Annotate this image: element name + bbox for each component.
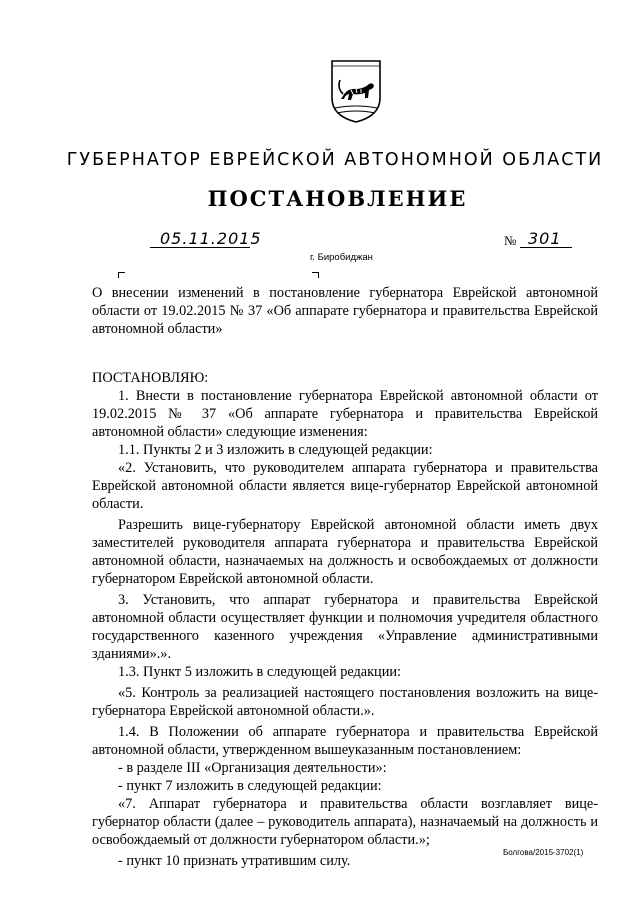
issuing-authority: ГУБЕРНАТОР ЕВРЕЙСКОЙ АВТОНОМНОЙ ОБЛАСТИ: [66, 150, 604, 170]
paragraph-5-quote: «5. Контроль за реализацией настоящего постановления возложить на вице-губернатора Еврейской автономной области.».: [92, 685, 598, 719]
date-underline: [150, 247, 250, 248]
footer-document-code: Болгова/2015-3702(1): [503, 848, 584, 857]
city-label: г. Биробиджан: [310, 252, 373, 263]
document-subject: О внесении изменений в постановление губернатора Еврейской автономной области от 19.02.2015 № 37 «Об аппарате губернатора и правительства Еврейской автономной области»: [92, 285, 598, 337]
paragraph-permission: Разрешить вице-губернатору Еврейской автономной области иметь двух заместителей руководителя аппарата губернатора и правительства Еврейской автономной области, назначаемых на должность и освобождаемых от должности губернатором Еврейской автономной области.: [92, 517, 598, 587]
coat-of-arms-emblem: [329, 58, 383, 124]
document-type-title: ПОСТАНОВЛЕНИЕ: [207, 186, 468, 211]
paragraph-item-10: - пункт 10 признать утратившим силу.: [118, 853, 351, 869]
decree-word: ПОСТАНОВЛЯЮ:: [92, 370, 209, 386]
paragraph-1-4: 1.4. В Положении об аппарате губернатора и правительства Еврейской автономной области, утвержденном вышеуказанным постановлением:: [92, 724, 598, 758]
paragraph-3-quote: 3. Установить, что аппарат губернатора и правительства Еврейской автономной области осуществляет функции и полномочия учредителя областного государственного казенного учреждения «Управление административными зданиями».».: [92, 592, 598, 662]
subject-corner-right: [312, 272, 319, 278]
number-sign: №: [504, 233, 517, 248]
document-number: 301: [528, 229, 562, 248]
paragraph-2-quote: «2. Установить, что руководителем аппарата губернатора и правительства Еврейской автономной области является вице-губернатор Еврейской автономной области.: [92, 460, 598, 512]
document-date: 05.11.2015: [160, 229, 262, 248]
paragraph-1-3: 1.3. Пункт 5 изложить в следующей редакции:: [118, 664, 401, 680]
number-underline: [520, 247, 572, 248]
document-body: [92, 369, 598, 870]
paragraph-item-7: - пункт 7 изложить в следующей редакции:: [118, 778, 382, 794]
paragraph-1-1: 1.1. Пункты 2 и 3 изложить в следующей редакции:: [118, 442, 433, 458]
subject-corner-left: [118, 272, 125, 278]
paragraph-7-quote: «7. Аппарат губернатора и правительства области возглавляет вице-губернатор области (далее – руководитель аппарата), назначаемый на должность и освобождаемый от должности губернатором области.»;: [92, 796, 598, 848]
paragraph-1: 1. Внести в постановление губернатора Еврейской автономной области от 19.02.2015 № 37 «Об аппарате губернатора и правительства Еврейской автономной области» следующие изменения:: [92, 388, 598, 440]
paragraph-section-3: - в разделе III «Организация деятельности»:: [118, 760, 387, 776]
